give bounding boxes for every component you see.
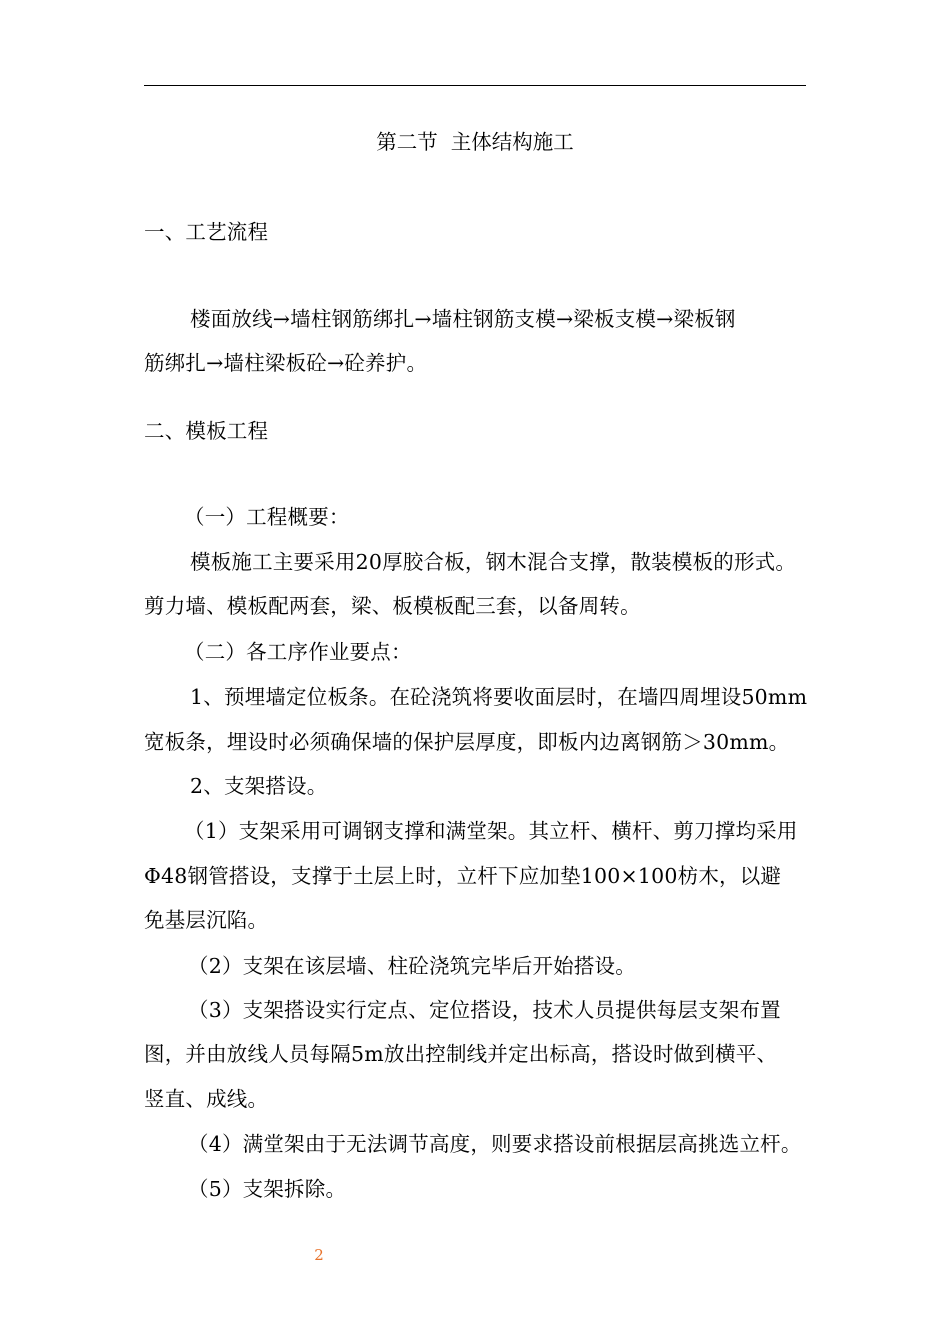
overview-line-2: 剪力墙、模板配两套，梁、板模板配三套，以备周转。 [144, 594, 641, 618]
section-title: 第二节 主体结构施工 [376, 130, 574, 154]
point4: （4）满堂架由于无法调节高度，则要求搭设前根据层高挑选立杆。 [188, 1132, 802, 1156]
overview-line-1: 模板施工主要采用20厚胶合板，钢木混合支撑，散装模板的形式。 [190, 550, 797, 574]
item1-line-2: 宽板条，埋设时必须确保墙的保护层厚度，即板内边离钢筋＞30mm。 [144, 730, 790, 754]
point1-line-2: Φ48钢管搭设，支撑于土层上时，立杆下应加垫100×100枋木，以避 [144, 864, 782, 888]
subheading-key-points: （二）各工序作业要点： [184, 640, 412, 664]
subheading-overview: （一）工程概要： [184, 505, 350, 529]
point2: （2）支架在该层墙、柱砼浇筑完毕后开始搭设。 [188, 954, 636, 978]
item1-line-1: 1、预埋墙定位板条。在砼浇筑将要收面层时，在墙四周埋设50mm [190, 685, 808, 709]
point1-line-1: （1）支架采用可调钢支撑和满堂架。其立杆、横杆、剪刀撑均采用 [184, 819, 798, 843]
point3-line-3: 竖直、成线。 [144, 1087, 269, 1111]
point5: （5）支架拆除。 [188, 1177, 347, 1201]
heading-formwork: 二、模板工程 [144, 419, 269, 443]
heading-process-flow: 一、工艺流程 [144, 220, 269, 244]
item2-heading: 2、支架搭设。 [190, 774, 328, 798]
process-flow-line-1: 楼面放线→墙柱钢筋绑扎→墙柱钢筋支模→梁板支模→梁板钢 [190, 307, 736, 331]
point1-line-3: 免基层沉陷。 [144, 908, 269, 932]
process-flow-line-2: 筋绑扎→墙柱梁板砼→砼养护。 [144, 351, 428, 375]
page-number: 2 [314, 1246, 324, 1264]
header-rule [144, 85, 806, 86]
point3-line-1: （3）支架搭设实行定点、定位搭设，技术人员提供每层支架布置 [188, 998, 781, 1022]
point3-line-2: 图，并由放线人员每隔5m放出控制线并定出标高，搭设时做到横平、 [144, 1042, 778, 1066]
